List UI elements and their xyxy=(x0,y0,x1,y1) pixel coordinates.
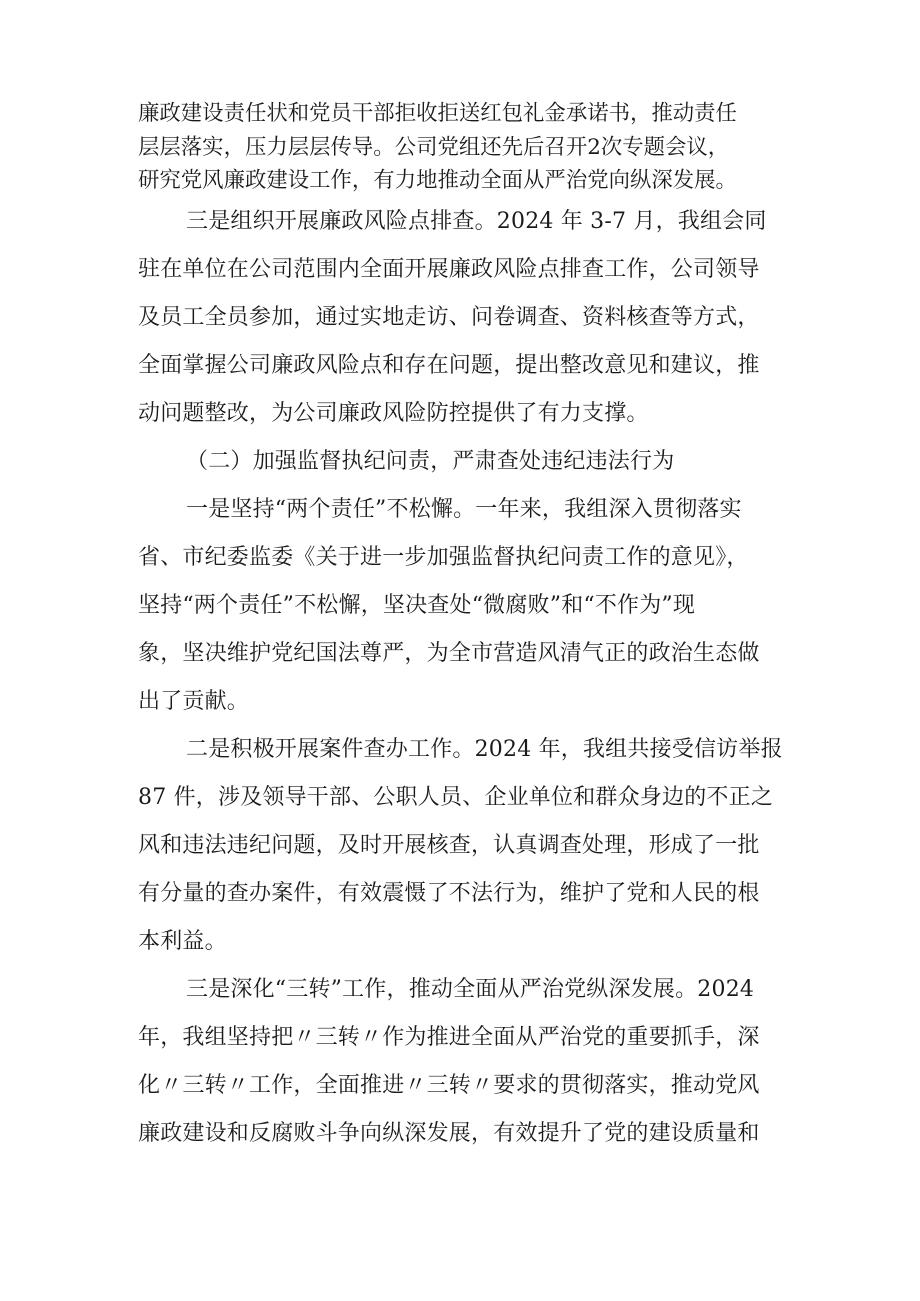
paragraph-first-line: 三是深化“三转”工作，推动全面从严治党纵深发展。2024 xyxy=(186,977,755,1002)
body-text-line: 风和违法违纪问题，及时开展核查，认真调查处理，形成了一批 xyxy=(138,833,760,858)
paragraph-first-line: 一是坚持“两个责任”不松懈。一年来，我组深入贯彻落实 xyxy=(186,497,742,522)
body-text-line: 有分量的查办案件，有效震慑了不法行为，维护了党和人民的根 xyxy=(138,881,760,906)
body-text-line: 全面掌握公司廉政风险点和存在问题，提出整改意见和建议，推 xyxy=(138,353,760,378)
body-text-line: 驻在单位在公司范围内全面开展廉政风险点排查工作，公司领导 xyxy=(138,257,760,282)
section-heading: （二）加强监督执纪问责，严肃查处违纪违法行为 xyxy=(186,449,675,474)
body-text-line: 本利益。 xyxy=(138,929,227,954)
body-text-line: 出了贡献。 xyxy=(138,689,250,714)
body-text-line: 及员工全员参加，通过实地走访、问卷调查、资料核查等方式， xyxy=(138,305,760,330)
body-text-line: 研究党风廉政建设工作，有力地推动全面从严治党向纵深发展。 xyxy=(138,168,737,193)
body-text-line: 廉政建设和反腐败斗争向纵深发展，有效提升了党的建设质量和 xyxy=(138,1121,760,1146)
body-text-line: 87 件，涉及领导干部、公职人员、企业单位和群众身边的不正之 xyxy=(138,785,773,810)
body-text-line: 廉政建设责任状和党员干部拒收拒送红包礼金承诺书，推动责任 xyxy=(138,101,737,126)
body-text-line: 动问题整改，为公司廉政风险防控提供了有力支撑。 xyxy=(138,401,649,426)
body-text-line: 化〃三转〃工作，全面推进〃三转〃要求的贯彻落实，推动党风 xyxy=(138,1073,760,1098)
paragraph-first-line: 二是积极开展案件查办工作。2024 年，我组共接受信访举报 xyxy=(186,737,783,762)
body-text-line: 年，我组坚持把〃三转〃作为推进全面从严治党的重要抓手，深 xyxy=(138,1025,760,1050)
body-text-line: 坚持“两个责任”不松懈，坚决查处“微腐败”和“不作为”现 xyxy=(138,593,696,618)
body-text-line: 象，坚决维护党纪国法尊严，为全市营造风清气正的政治生态做 xyxy=(138,641,760,666)
body-text-line: 省、市纪委监委《关于进一步加强监督执纪问责工作的意见》， xyxy=(138,545,749,570)
paragraph-first-line: 三是组织开展廉政风险点排查。2024 年 3-7 月，我组会同 xyxy=(186,209,767,234)
body-text-line: 层层落实，压力层层传导。公司党组还先后召开2次专题会议， xyxy=(138,135,730,160)
